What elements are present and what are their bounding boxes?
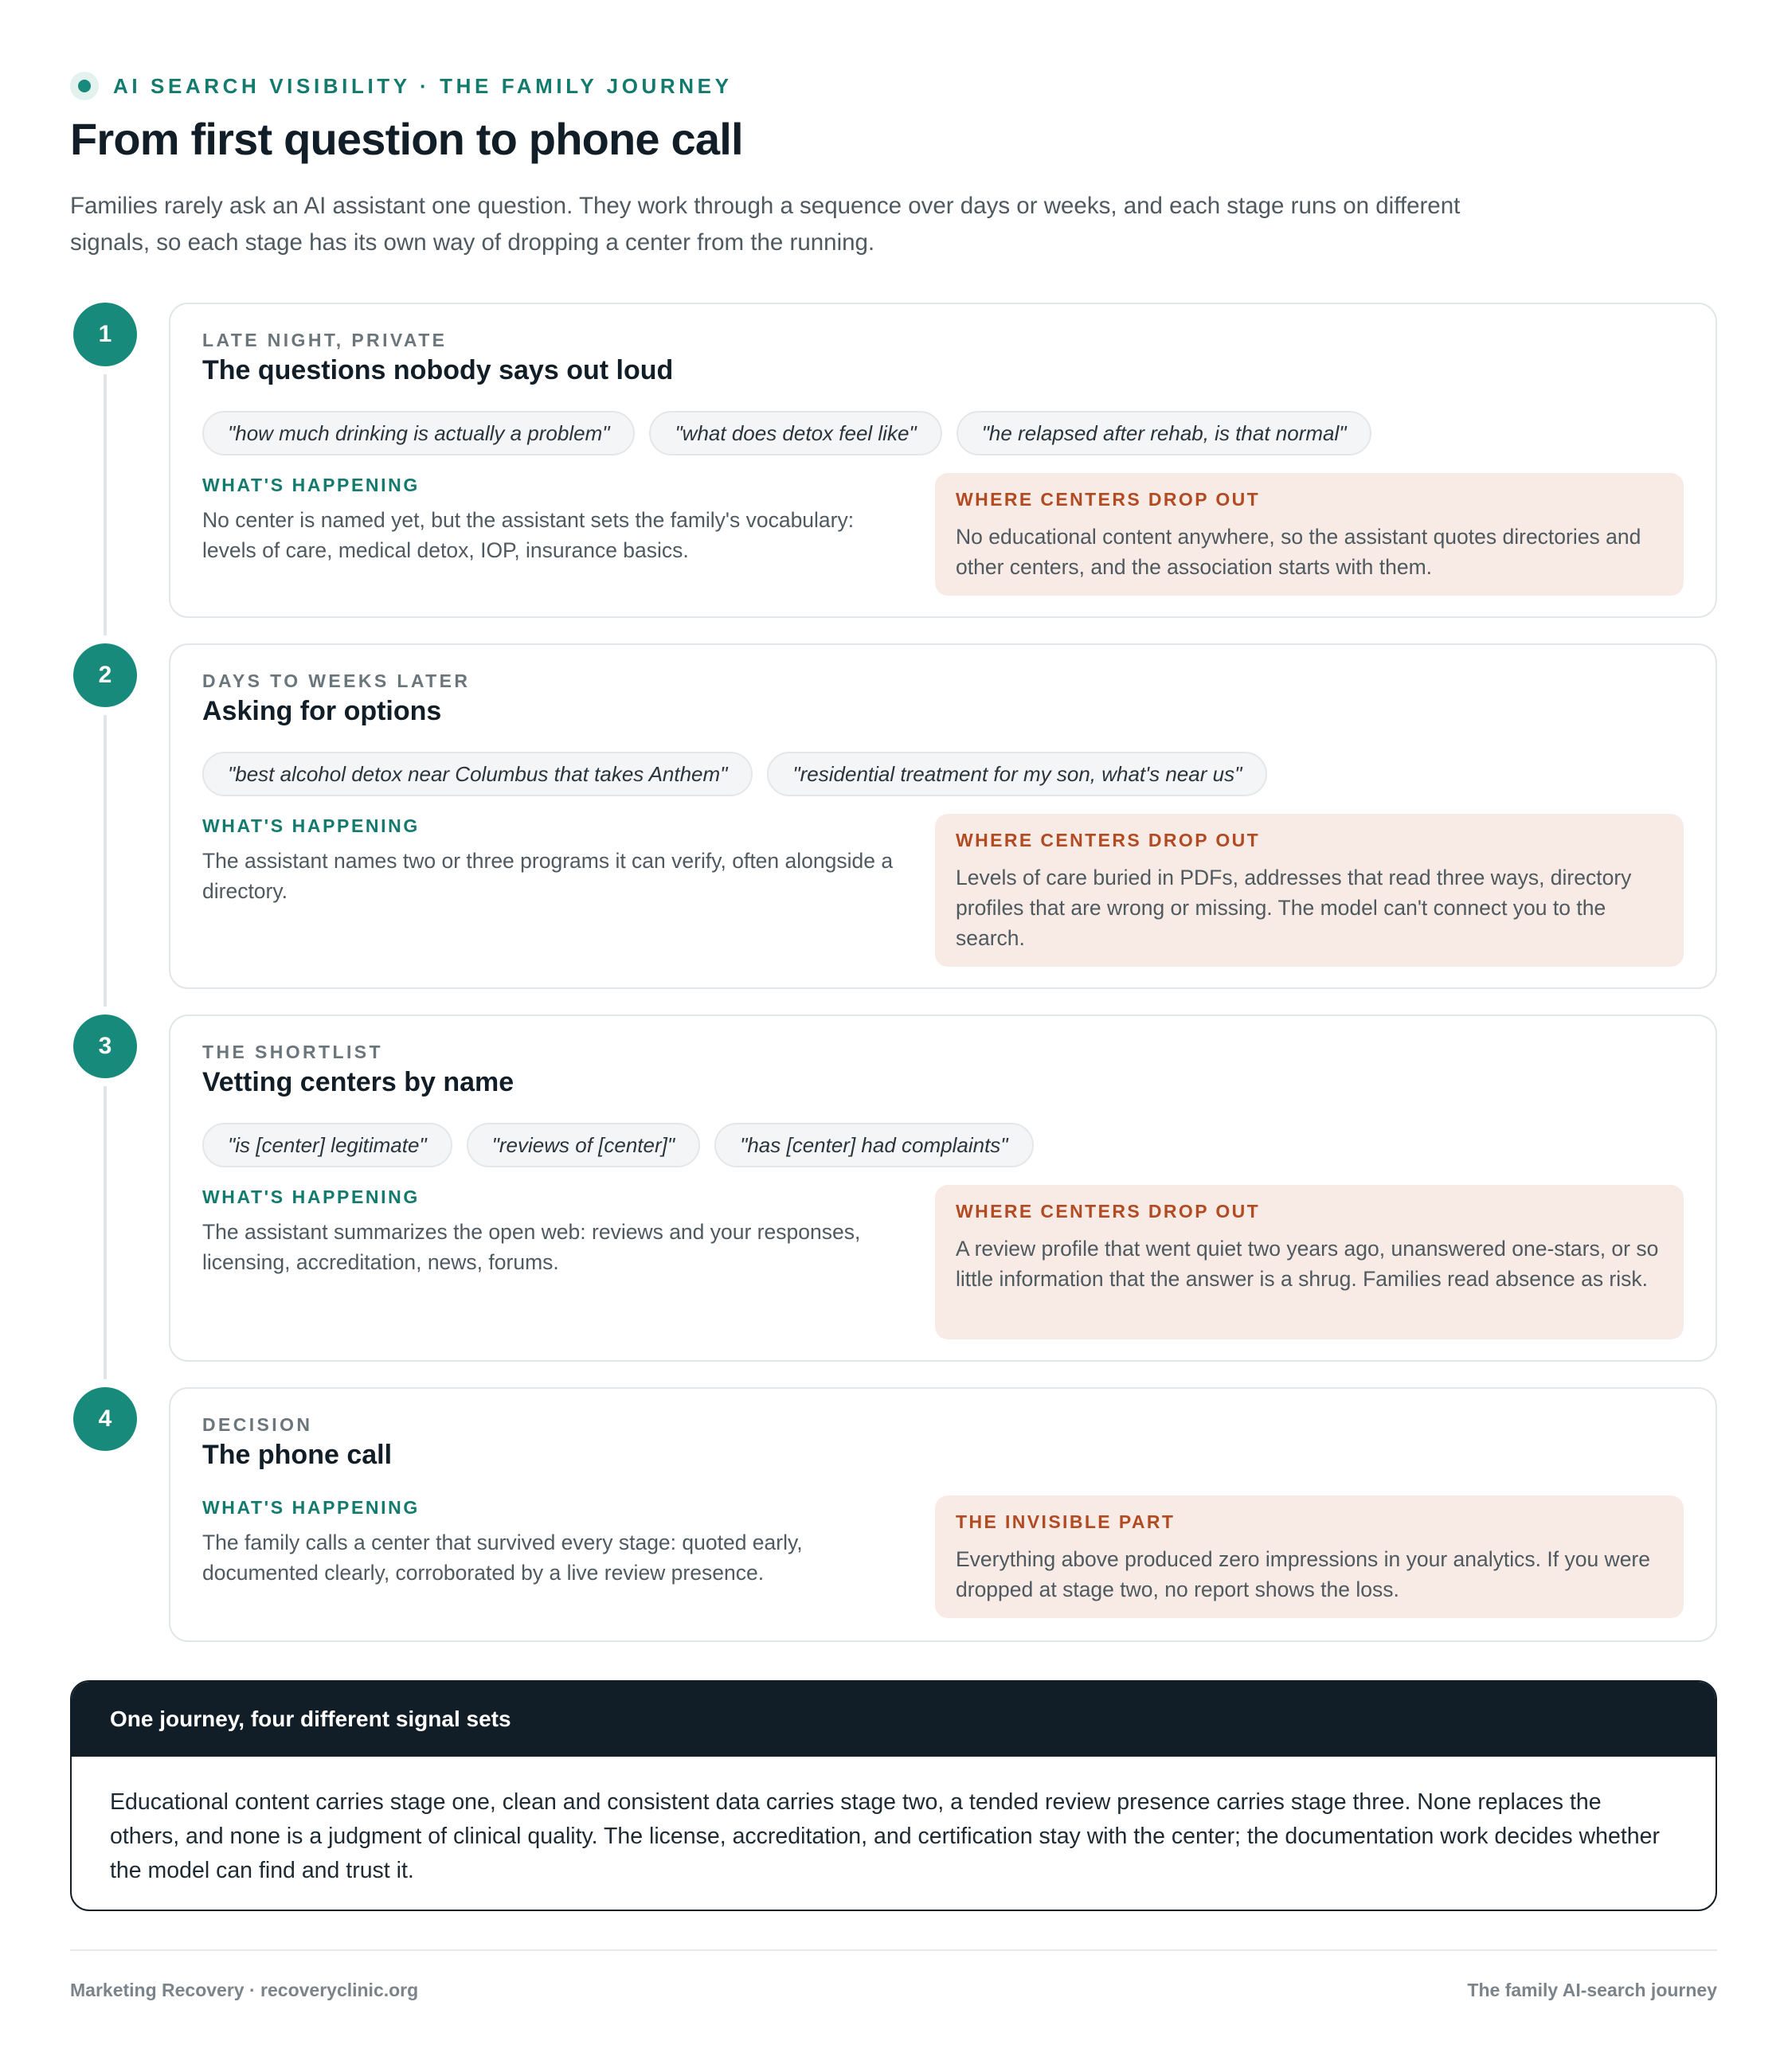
query-chip: "has [center] had complaints" — [714, 1123, 1033, 1167]
summary-panel — [70, 1680, 1717, 1911]
status-dot-icon — [70, 72, 99, 100]
stage-label: DAYS TO WEEKS LATER — [202, 670, 471, 691]
drop-out-callout — [935, 814, 1684, 967]
invisible-part-callout — [935, 1495, 1684, 1618]
whats-happening-text: The assistant names two or three programs it can verify, often alongside a directory. — [202, 849, 894, 903]
query-chip: "residential treatment for my son, what's near us" — [767, 752, 1267, 796]
invisible-part-text: Everything above produced zero impressions in your analytics. If you were dropped at stage two, no report shows the loss. — [956, 1547, 1650, 1601]
summary-title: One journey, four different signal sets — [110, 1706, 511, 1731]
query-chips — [202, 411, 1371, 455]
drop-out-label: WHERE CENTERS DROP OUT — [956, 1201, 1261, 1222]
step-number-badge: 3 — [73, 1014, 137, 1078]
eyebrow-label: AI SEARCH VISIBILITY · THE FAMILY JOURNEY — [113, 73, 733, 98]
stage-card-3 — [169, 1014, 1717, 1362]
step-number-badge: 4 — [73, 1387, 137, 1451]
query-chip: "is [center] legitimate" — [202, 1123, 452, 1167]
drop-out-text: A review profile that went quiet two years ago, unanswered one-stars, or so little information that the answer is a shrug. Families read absence as risk. — [956, 1237, 1659, 1291]
step-number-badge: 2 — [73, 643, 137, 707]
page-title: From first question to phone call — [70, 114, 743, 164]
query-chip: "how much drinking is actually a problem" — [202, 411, 635, 455]
stage-title: Asking for options — [202, 696, 442, 726]
stage-label: DECISION — [202, 1414, 313, 1435]
query-chip: "what does detox feel like" — [649, 411, 941, 455]
query-chip: "he relapsed after rehab, is that normal" — [957, 411, 1372, 455]
whats-happening-text: The assistant summarizes the open web: reviews and your responses, licensing, accreditation, news, forums. — [202, 1220, 861, 1274]
query-chip: "best alcohol detox near Columbus that takes Anthem" — [202, 752, 753, 796]
whats-happening-text: The family calls a center that survived every stage: quoted early, documented clearly, corroborated by a live review presence. — [202, 1531, 803, 1585]
footer-divider — [70, 1949, 1717, 1951]
page-intro: Families rarely ask an AI assistant one question. They work through a sequence over days or weeks, and each stage runs on different signals, so each stage has its own way of dropping a center from the running. — [70, 193, 1461, 256]
stage-label: LATE NIGHT, PRIVATE — [202, 330, 448, 350]
drop-out-label: WHERE CENTERS DROP OUT — [956, 830, 1261, 850]
query-chip: "reviews of [center]" — [467, 1123, 700, 1167]
stage-title: Vetting centers by name — [202, 1067, 514, 1097]
step-number-badge: 1 — [73, 303, 137, 366]
timeline-rail-segment — [104, 1086, 107, 1379]
timeline-rail-segment — [104, 715, 107, 1007]
drop-out-text: No educational content anywhere, so the assistant quotes directories and other centers, and the association starts with them. — [956, 525, 1641, 579]
whats-happening-label: WHAT'S HAPPENING — [202, 1497, 420, 1518]
query-chips — [202, 1123, 1034, 1167]
summary-text: Educational content carries stage one, clean and consistent data carries stage two, a tended review presence carries stage three. None replaces the others, and none is a judgment of clinical quality. The license, accreditation, and certification stay with the center; the documentation work decides whether the model can find and trust it. — [110, 1789, 1660, 1883]
footer-credit: Marketing Recovery · recoveryclinic.org — [70, 1980, 419, 2000]
invisible-part-label: THE INVISIBLE PART — [956, 1511, 1176, 1532]
stage-card-2 — [169, 643, 1717, 989]
footer-caption: The family AI-search journey — [1467, 1980, 1717, 2000]
stage-title: The phone call — [202, 1440, 393, 1470]
eyebrow — [70, 70, 733, 102]
stage-card-4 — [169, 1387, 1717, 1642]
whats-happening-label: WHAT'S HAPPENING — [202, 815, 420, 836]
timeline-rail-segment — [104, 374, 107, 635]
stage-label: THE SHORTLIST — [202, 1042, 383, 1062]
whats-happening-label: WHAT'S HAPPENING — [202, 475, 420, 495]
whats-happening-label: WHAT'S HAPPENING — [202, 1187, 420, 1207]
drop-out-callout — [935, 473, 1684, 596]
whats-happening-text: No center is named yet, but the assistant sets the family's vocabulary: levels of care, medical detox, IOP, insurance basics. — [202, 508, 855, 562]
summary-header — [72, 1682, 1716, 1757]
stage-title: The questions nobody says out loud — [202, 355, 674, 385]
drop-out-text: Levels of care buried in PDFs, addresses that read three ways, directory profiles that are wrong or missing. The model can't connect you to the search. — [956, 866, 1632, 950]
query-chips — [202, 752, 1267, 796]
drop-out-callout — [935, 1185, 1684, 1339]
stage-card-1 — [169, 303, 1717, 618]
drop-out-label: WHERE CENTERS DROP OUT — [956, 489, 1261, 510]
